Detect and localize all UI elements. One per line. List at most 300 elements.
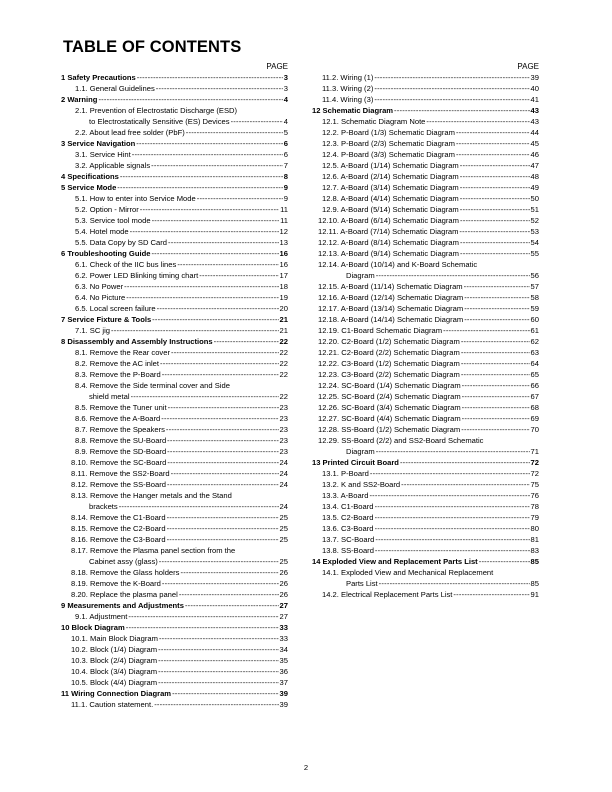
toc-entry-title: 4 Specifications <box>61 172 119 181</box>
toc-entry-title-line[interactable]: 8.17. Remove the Plasma panel section from the <box>71 546 236 555</box>
dot-leader <box>460 160 530 171</box>
toc-subsection-link[interactable] <box>59 292 288 303</box>
toc-entry-page: 22 <box>279 359 288 368</box>
dot-leader <box>370 468 530 479</box>
dot-leader <box>159 556 279 567</box>
toc-entry-title: 11.4. Wiring (3) <box>322 95 374 104</box>
toc-entry-page: 25 <box>279 513 288 522</box>
toc-entry-title: 1.1. General Guidelines <box>75 84 155 93</box>
dot-leader <box>379 578 530 589</box>
toc-section-link[interactable] <box>310 105 539 116</box>
toc-subsection-link[interactable] <box>310 292 539 303</box>
toc-entry-title: 14.2. Electrical Replacement Parts List <box>322 590 453 599</box>
toc-entry-page: 21 <box>279 326 288 335</box>
toc-entry-page: 22 <box>279 392 288 401</box>
toc-entry-title: 12.27. SC-Board (4/4) Schematic Diagram <box>318 414 461 423</box>
toc-subsection-link[interactable] <box>59 589 288 600</box>
toc-entry-page: 67 <box>530 392 539 401</box>
page-column-header: PAGE <box>517 62 539 71</box>
dot-leader <box>120 171 283 182</box>
toc-entry-page: 60 <box>530 315 539 324</box>
dot-leader <box>160 358 279 369</box>
dot-leader <box>374 94 529 105</box>
toc-subsection-link[interactable] <box>310 589 539 600</box>
toc-entry-title-line[interactable]: 8.4. Remove the Side terminal cover and Side <box>75 381 230 390</box>
dot-leader <box>459 226 529 237</box>
toc-subsection-link[interactable] <box>310 424 539 435</box>
toc-entry-page: 39 <box>279 689 288 698</box>
toc-entry-title: 6.5. Local screen failure <box>75 304 156 313</box>
toc-subsection-link[interactable] <box>310 72 539 83</box>
toc-entry-page: 78 <box>530 502 539 511</box>
toc-subsection-link[interactable] <box>310 204 539 215</box>
toc-subsection-link[interactable] <box>59 127 288 138</box>
dot-leader <box>460 248 530 259</box>
toc-subsection-link[interactable] <box>310 413 539 424</box>
toc-entry-title: 12.2. P-Board (1/3) Schematic Diagram <box>322 128 455 137</box>
toc-entry-page: 9 <box>283 183 288 192</box>
toc-entry-title: 13.4. C1-Board <box>322 502 374 511</box>
toc-entry-title: 6.4. No Picture <box>75 293 126 302</box>
toc-subsection-link[interactable] <box>310 193 539 204</box>
dot-leader <box>461 336 530 347</box>
toc-subsection-link[interactable] <box>59 237 288 248</box>
toc-subsection-link[interactable] <box>310 512 539 523</box>
toc-section-link[interactable] <box>59 72 288 83</box>
toc-entry-page: 25 <box>279 557 288 566</box>
dot-leader <box>376 446 530 457</box>
dot-leader <box>167 523 279 534</box>
toc-subsection-link[interactable] <box>59 512 288 523</box>
toc-entry-title: 9 Measurements and Adjustments <box>61 601 184 610</box>
page-column-header: PAGE <box>266 62 288 71</box>
dot-leader <box>162 369 279 380</box>
toc-entry-title: 8.6. Remove the A-Board <box>75 414 161 423</box>
toc-entry-title: 2.2. About lead free solder (PbF) <box>75 128 185 137</box>
dot-leader <box>166 424 279 435</box>
toc-subsection-link[interactable] <box>310 215 539 226</box>
toc-entry-title: 11.1. Caution statement. <box>71 700 154 709</box>
toc-entry-title: 8.14. Remove the C1-Board <box>71 513 166 522</box>
dot-leader <box>158 655 278 666</box>
dot-leader <box>158 644 278 655</box>
toc-subsection-link[interactable] <box>59 226 288 237</box>
toc-subsection-link[interactable] <box>59 424 288 435</box>
toc-entry-title: 12.22. C3-Board (1/2) Schematic Diagram <box>318 359 460 368</box>
toc-subsection-link[interactable] <box>310 314 539 325</box>
toc-entry-page: 61 <box>530 326 539 335</box>
toc-entry-title: 5.1. How to enter into Service Mode <box>75 194 196 203</box>
toc-entry-title-line[interactable]: 14.1. Exploded View and Mechanical Replacement <box>322 568 494 577</box>
toc-entry-page: 40 <box>530 84 539 93</box>
dot-leader <box>375 545 530 556</box>
toc-entry-title: 13.2. K and SS2-Board <box>322 480 401 489</box>
toc-entry-title: 12.9. A-Board (5/14) Schematic Diagram <box>322 205 459 214</box>
toc-entry-page: 46 <box>530 150 539 159</box>
toc-entry-page: 19 <box>279 293 288 302</box>
toc-entry-title-line[interactable]: 2.1. Prevention of Electrostatic Discharge (ESD) <box>75 106 238 115</box>
toc-entry-title: Diagram <box>346 447 375 456</box>
toc-entry-page: 72 <box>530 469 539 478</box>
dot-leader <box>186 127 283 138</box>
toc-entry-page: 16 <box>279 249 288 258</box>
toc-subsection-link[interactable] <box>59 116 288 127</box>
dot-leader <box>152 314 278 325</box>
toc-entry-page: 44 <box>530 128 539 137</box>
toc-entry-page: 34 <box>279 645 288 654</box>
toc-entry-page: 51 <box>530 205 539 214</box>
toc-subsection-link[interactable] <box>59 149 288 160</box>
toc-entry-title: 12.21. C2-Board (2/2) Schematic Diagram <box>318 348 460 357</box>
toc-entry-title: 12 Schematic Diagram <box>312 106 394 115</box>
toc-entry-title: 12.8. A-Board (4/14) Schematic Diagram <box>322 194 459 203</box>
toc-subsection-link[interactable] <box>310 149 539 160</box>
toc-entry-title: 9.1. Adjustment <box>75 612 128 621</box>
toc-entry-title: 8.11. Remove the SS2-Board <box>71 469 170 478</box>
dot-leader <box>167 457 278 468</box>
toc-entry-page: 80 <box>530 524 539 533</box>
toc-subsection-link[interactable] <box>59 556 288 567</box>
toc-entry-title: 12.13. A-Board (9/14) Schematic Diagram <box>318 249 459 258</box>
toc-subsection-link[interactable] <box>59 259 288 270</box>
toc-subsection-link[interactable] <box>310 490 539 501</box>
toc-section-link[interactable] <box>59 248 288 259</box>
toc-subsection-link[interactable] <box>59 435 288 446</box>
toc-entry-title: 12.3. P-Board (2/3) Schematic Diagram <box>322 139 455 148</box>
toc-entry-title: 13.3. A-Board <box>322 491 369 500</box>
toc-subsection-link[interactable] <box>310 226 539 237</box>
toc-list-left <box>59 72 288 710</box>
toc-subsection-link[interactable] <box>59 567 288 578</box>
toc-subsection-link[interactable] <box>310 479 539 490</box>
dot-leader <box>460 237 530 248</box>
toc-section-link[interactable] <box>59 94 288 105</box>
dot-leader <box>461 358 530 369</box>
toc-subsection-link[interactable] <box>310 468 539 479</box>
dot-leader <box>460 215 530 226</box>
toc-entry-page: 3 <box>283 84 288 93</box>
toc-subsection-link[interactable] <box>310 402 539 413</box>
toc-subsection-link[interactable] <box>59 83 288 94</box>
toc-entry-title: 8 Disassembly and Assembly Instructions <box>61 337 213 346</box>
toc-section-link[interactable] <box>59 622 288 633</box>
toc-subsection-link[interactable] <box>59 501 288 512</box>
dot-leader <box>154 699 278 710</box>
toc-subsection-link[interactable] <box>310 248 539 259</box>
toc-subsection-link[interactable] <box>59 611 288 622</box>
toc-subsection-link[interactable] <box>59 578 288 589</box>
toc-entry-page: 23 <box>279 436 288 445</box>
toc-subsection-link[interactable] <box>59 402 288 413</box>
dot-leader <box>462 391 530 402</box>
toc-subsection-link[interactable] <box>59 303 288 314</box>
toc-entry-title: 12.10. A-Board (6/14) Schematic Diagram <box>318 216 459 225</box>
dot-leader <box>464 303 529 314</box>
toc-entry-title: 12.1. Schematic Diagram Note <box>322 117 426 126</box>
toc-section-link[interactable] <box>59 138 288 149</box>
dot-leader <box>124 281 278 292</box>
dot-leader <box>199 270 278 281</box>
toc-entry-title: 6.1. Check of the IIC bus lines <box>75 260 177 269</box>
dot-leader <box>400 457 530 468</box>
toc-entry-title: 12.20. C2-Board (1/2) Schematic Diagram <box>318 337 460 346</box>
toc-entry-page: 27 <box>279 601 288 610</box>
toc-section-link[interactable] <box>59 314 288 325</box>
toc-entry-page: 11 <box>280 205 288 214</box>
dot-leader <box>152 215 280 226</box>
toc-subsection-link[interactable] <box>310 160 539 171</box>
dot-leader <box>140 204 279 215</box>
toc-entry-title: 8.3. Remove the P-Board <box>75 370 161 379</box>
toc-entry-page: 33 <box>279 634 288 643</box>
dot-leader <box>456 138 530 149</box>
toc-entry-title: 1 Safety Precautions <box>61 73 136 82</box>
dot-leader <box>375 534 529 545</box>
toc-subsection-link[interactable] <box>59 468 288 479</box>
dot-leader <box>98 94 282 105</box>
toc-subsection-link[interactable] <box>310 237 539 248</box>
toc-section-link[interactable] <box>59 336 288 347</box>
toc-entry-page: 4 <box>283 117 288 126</box>
toc-subsection-link[interactable] <box>310 391 539 402</box>
toc-subsection-link[interactable] <box>310 347 539 358</box>
dot-leader <box>461 347 530 358</box>
dot-leader <box>111 325 279 336</box>
toc-subsection-link[interactable] <box>59 655 288 666</box>
toc-subsection-link[interactable] <box>59 633 288 644</box>
toc-section-link[interactable] <box>310 556 539 567</box>
toc-subsection-link[interactable] <box>310 270 539 281</box>
toc-entry-page: 54 <box>530 238 539 247</box>
dot-leader <box>453 589 529 600</box>
toc-entry-page: 23 <box>279 425 288 434</box>
toc-subsection-link[interactable] <box>310 358 539 369</box>
toc-entry-title: 3 Service Navigation <box>61 139 136 148</box>
toc-entry-page: 24 <box>279 458 288 467</box>
toc-subsection-link[interactable] <box>310 446 539 457</box>
toc-entry-title: 13.1. P-Board <box>322 469 369 478</box>
toc-entry-title-line[interactable]: 8.13. Remove the Hanger metals and the Stand <box>71 491 232 500</box>
dot-leader <box>131 391 279 402</box>
toc-subsection-link[interactable] <box>310 578 539 589</box>
toc-subsection-link[interactable] <box>310 116 539 127</box>
toc-entry-page: 22 <box>279 348 288 357</box>
dot-leader <box>374 72 529 83</box>
toc-entry-title: 8.16. Remove the C3-Board <box>71 535 166 544</box>
toc-subsection-link[interactable] <box>59 325 288 336</box>
dot-leader <box>460 193 530 204</box>
toc-entry-title: Cabinet assy (glass) <box>89 557 158 566</box>
toc-entry-title: 12.6. A-Board (2/14) Schematic Diagram <box>322 172 459 181</box>
toc-entry-page: 27 <box>279 612 288 621</box>
toc-subsection-link[interactable] <box>59 270 288 281</box>
dot-leader <box>231 116 283 127</box>
dot-leader <box>117 182 282 193</box>
toc-subsection-link[interactable] <box>59 391 288 402</box>
dot-leader <box>151 248 278 259</box>
toc-subsection-link[interactable] <box>59 358 288 369</box>
toc-subsection-link[interactable] <box>59 413 288 424</box>
toc-subsection-link[interactable] <box>310 127 539 138</box>
toc-entry-page: 25 <box>279 524 288 533</box>
toc-entry-page: 45 <box>530 139 539 148</box>
toc-entry-page: 26 <box>279 568 288 577</box>
toc-subsection-link[interactable] <box>310 281 539 292</box>
toc-subsection-link[interactable] <box>310 83 539 94</box>
toc-subsection-link[interactable] <box>310 369 539 380</box>
toc-subsection-link[interactable] <box>59 479 288 490</box>
dot-leader <box>151 160 283 171</box>
toc-subsection-link[interactable] <box>310 501 539 512</box>
toc-entry-title: 8.8. Remove the SU-Board <box>75 436 167 445</box>
toc-entry-title: 12.17. A-Board (13/14) Schematic Diagram <box>318 304 464 313</box>
toc-subsection-link[interactable] <box>59 644 288 655</box>
dot-leader <box>197 193 283 204</box>
toc-entry-page: 66 <box>530 381 539 390</box>
dot-leader <box>394 105 530 116</box>
toc-entry-page: 65 <box>530 370 539 379</box>
toc-entry-title: 8.5. Remove the Tuner unit <box>75 403 167 412</box>
dot-leader <box>460 171 530 182</box>
toc-subsection-link[interactable] <box>310 545 539 556</box>
toc-entry-page: 75 <box>530 480 539 489</box>
toc-entry-title: 6.3. No Power <box>75 282 124 291</box>
toc-subsection-link[interactable] <box>310 303 539 314</box>
toc-subsection-link[interactable] <box>59 369 288 380</box>
toc-subsection-link[interactable] <box>59 215 288 226</box>
dot-leader <box>180 567 278 578</box>
toc-entry-title: 8.12. Remove the SS-Board <box>71 480 166 489</box>
toc-subsection-link[interactable] <box>59 446 288 457</box>
toc-entry-title: 12.12. A-Board (8/14) Schematic Diagram <box>318 238 459 247</box>
toc-entry-title-line[interactable]: 12.14. A-Board (10/14) and K-Board Schematic <box>318 260 478 269</box>
toc-subsection-link[interactable] <box>310 171 539 182</box>
toc-subsection-link[interactable] <box>59 204 288 215</box>
toc-subsection-link[interactable] <box>310 138 539 149</box>
dot-leader <box>132 149 283 160</box>
toc-entry-title: 10 Block Diagram <box>61 623 125 632</box>
toc-entry-title: 13.6. C3-Board <box>322 524 374 533</box>
toc-subsection-link[interactable] <box>310 534 539 545</box>
toc-entry-page: 25 <box>279 535 288 544</box>
toc-subsection-link[interactable] <box>59 160 288 171</box>
dot-leader <box>130 226 279 237</box>
toc-entry-title: 6 Troubleshooting Guide <box>61 249 151 258</box>
dot-leader <box>462 413 530 424</box>
toc-section-link[interactable] <box>59 600 288 611</box>
toc-entry-title: 6.2. Power LED Blinking timing chart <box>75 271 199 280</box>
toc-entry-page: 68 <box>530 403 539 412</box>
toc-entry-page: 62 <box>530 337 539 346</box>
toc-entry-page: 50 <box>530 194 539 203</box>
toc-subsection-link[interactable] <box>59 193 288 204</box>
toc-entry-page: 47 <box>530 161 539 170</box>
toc-entry-title: 13.8. SS-Board <box>322 546 374 555</box>
toc-entry-title: 12.25. SC-Board (2/4) Schematic Diagram <box>318 392 461 401</box>
toc-entry-page: 59 <box>530 304 539 313</box>
toc-entry-page: 24 <box>279 480 288 489</box>
toc-subsection-link[interactable] <box>310 182 539 193</box>
toc-entry-page: 58 <box>530 293 539 302</box>
dot-leader <box>376 270 530 281</box>
dot-leader <box>456 127 530 138</box>
toc-subsection-link[interactable] <box>59 677 288 688</box>
toc-entry-title: 12.19. C1-Board Schematic Diagram <box>318 326 443 335</box>
toc-entry-page: 72 <box>530 458 539 467</box>
dot-leader <box>375 512 530 523</box>
toc-entry-page: 7 <box>283 161 288 170</box>
toc-subsection-link[interactable] <box>59 347 288 358</box>
dot-leader <box>167 479 279 490</box>
toc-entry-page: 26 <box>279 590 288 599</box>
toc-entry-page: 23 <box>279 447 288 456</box>
toc-entry-page: 24 <box>279 502 288 511</box>
toc-subsection-link[interactable] <box>310 336 539 347</box>
toc-subsection-link[interactable] <box>310 325 539 336</box>
toc-entry-title: 13 Printed Circuit Board <box>312 458 399 467</box>
toc-subsection-link[interactable] <box>310 380 539 391</box>
toc-section-link[interactable] <box>310 457 539 468</box>
toc-subsection-link[interactable] <box>310 523 539 534</box>
dot-leader <box>456 149 530 160</box>
toc-entry-title: 12.24. SC-Board (1/4) Schematic Diagram <box>318 381 461 390</box>
toc-entry-page: 13 <box>279 238 288 247</box>
toc-entry-title: 12.16. A-Board (12/14) Schematic Diagram <box>318 293 464 302</box>
dot-leader <box>185 600 279 611</box>
toc-section-link[interactable] <box>59 182 288 193</box>
toc-entry-page: 55 <box>530 249 539 258</box>
toc-subsection-link[interactable] <box>59 699 288 710</box>
toc-subsection-link[interactable] <box>59 523 288 534</box>
toc-subsection-link[interactable] <box>59 534 288 545</box>
dot-leader <box>168 237 279 248</box>
toc-entry-page: 8 <box>283 172 288 181</box>
toc-entry-page: 36 <box>279 667 288 676</box>
toc-entry-title: 10.5. Block (4/4) Diagram <box>71 678 158 687</box>
toc-entry-page: 37 <box>279 678 288 687</box>
toc-entry-title: 11.2. Wiring (1) <box>322 73 374 82</box>
dot-leader <box>161 413 278 424</box>
dot-leader <box>158 677 278 688</box>
dot-leader <box>171 468 279 479</box>
toc-section-link[interactable] <box>59 171 288 182</box>
dot-leader <box>126 292 278 303</box>
toc-entry-title-line[interactable]: 12.29. SS-Board (2/2) and SS2-Board Schematic <box>318 436 484 445</box>
toc-entry-title: 12.4. P-Board (3/3) Schematic Diagram <box>322 150 455 159</box>
toc-entry-page: 57 <box>530 282 539 291</box>
toc-entry-title: brackets <box>89 502 118 511</box>
dot-leader <box>401 479 529 490</box>
toc-entry-page: 22 <box>279 370 288 379</box>
toc-entry-page: 26 <box>279 579 288 588</box>
dot-leader <box>162 578 279 589</box>
dot-leader <box>443 325 529 336</box>
page-title: TABLE OF CONTENTS <box>63 38 242 56</box>
toc-entry-page: 71 <box>530 447 539 456</box>
toc-entry-page: 5 <box>283 128 288 137</box>
toc-entry-page: 3 <box>283 73 288 82</box>
dot-leader <box>462 402 530 413</box>
toc-entry-title: 8.1. Remove the Rear cover <box>75 348 170 357</box>
toc-entry-page: 35 <box>279 656 288 665</box>
toc-entry-page: 49 <box>530 183 539 192</box>
toc-subsection-link[interactable] <box>59 666 288 677</box>
toc-entry-title: 13.5. C2-Board <box>322 513 374 522</box>
toc-subsection-link[interactable] <box>310 94 539 105</box>
toc-subsection-link[interactable] <box>59 457 288 468</box>
toc-subsection-link[interactable] <box>59 281 288 292</box>
toc-section-link[interactable] <box>59 688 288 699</box>
